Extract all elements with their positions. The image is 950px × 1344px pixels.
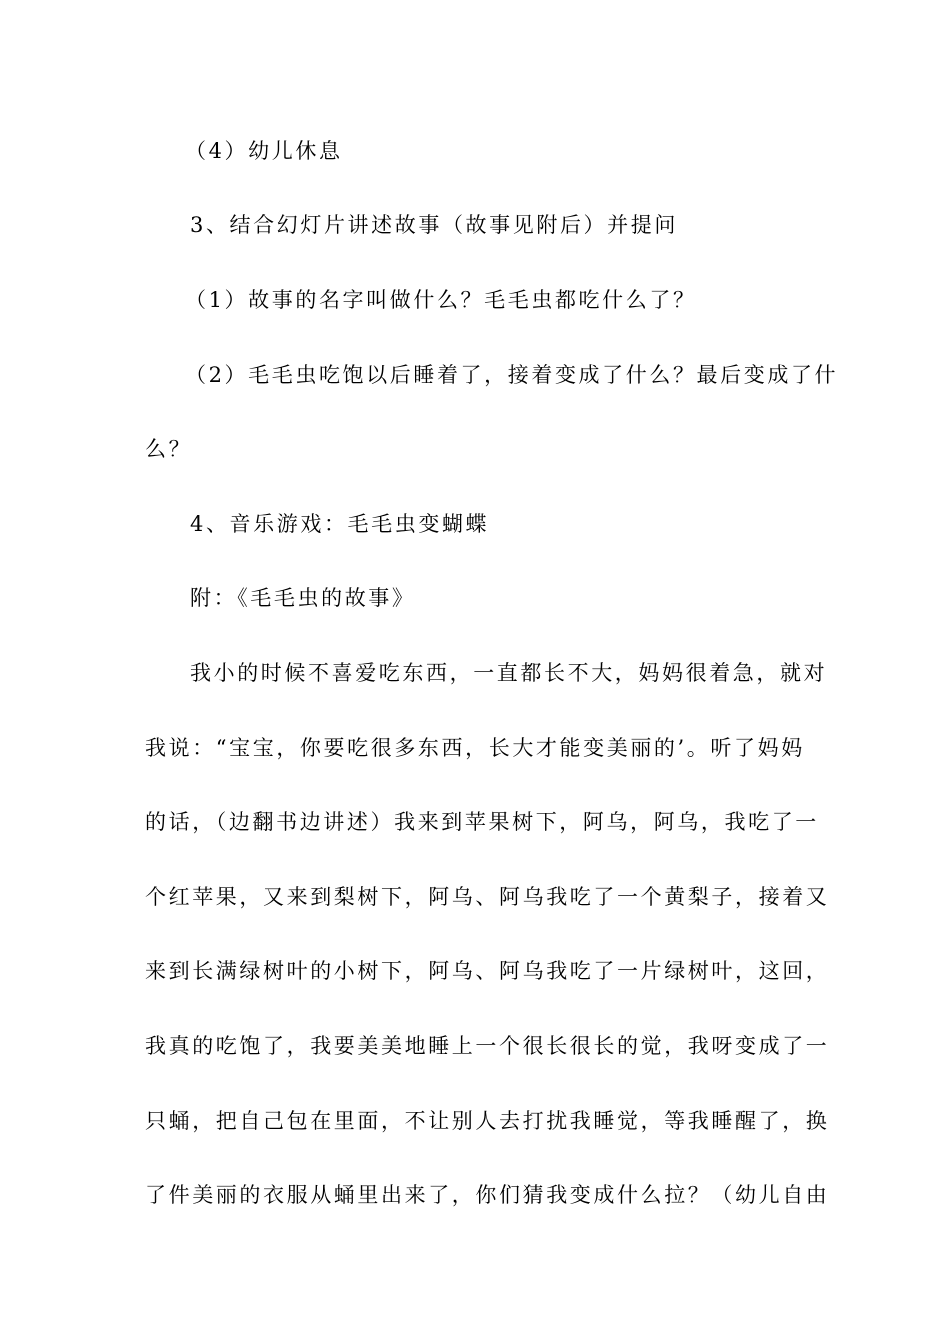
story-line-1: 我小的时候不喜爱吃东西，一直都长不大，妈妈很着急，就对 [190, 661, 828, 685]
question-2-line-2: 么？ [145, 437, 193, 461]
story-line-7: 只蛹，把自己包在里面，不让别人去打扰我睡觉，等我睡醒了，换 [145, 1109, 830, 1133]
step-4-rest: （4）幼儿休息 [185, 139, 343, 163]
section-4-heading: 4、音乐游戏：毛毛虫变蝴蝶 [190, 512, 490, 536]
story-line-6: 我真的吃饱了，我要美美地睡上一个很长很长的觉，我呀变成了一 [145, 1034, 830, 1058]
question-2-line-1: （2）毛毛虫吃饱以后睡着了，接着变成了什么？最后变成了什 [185, 363, 839, 387]
story-line-4: 个红苹果，又来到梨树下，阿乌、阿乌我吃了一个黄梨子，接着又 [145, 885, 830, 909]
story-line-8: 了件美丽的衣服从蛹里出来了，你们猜我变成什么拉？（幼儿自由 [145, 1183, 830, 1207]
story-line-3: 的话，（边翻书边讲述）我来到苹果树下，阿乌，阿乌，我吃了一 [145, 810, 819, 834]
question-1: （1）故事的名字叫做什么？毛毛虫都吃什么了？ [185, 288, 697, 312]
story-line-2: 我说：“宝宝，你要吃很多东西，长大才能变美丽的’。听了妈妈 [145, 736, 805, 760]
story-line-5: 来到长满绿树叶的小树下，阿乌、阿乌我吃了一片绿树叶，这回， [145, 959, 830, 983]
appendix-title: 附：《毛毛虫的故事》 [190, 586, 416, 610]
section-3-heading: 3、结合幻灯片讲述故事（故事见附后）并提问 [190, 213, 678, 237]
